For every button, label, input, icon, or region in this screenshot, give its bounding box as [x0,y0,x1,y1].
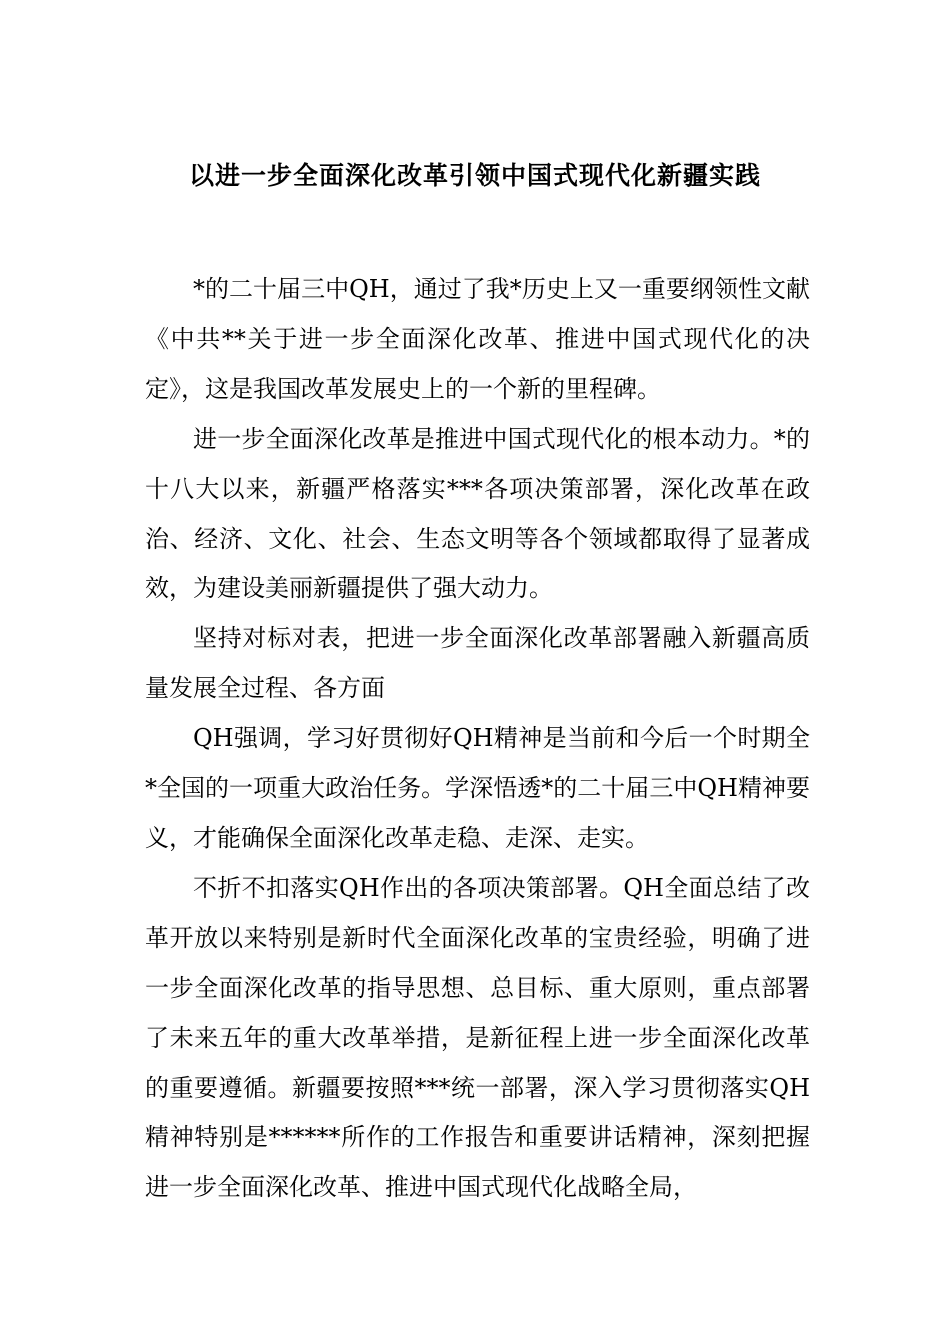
paragraph-5: 不折不扣落实QH作出的各项决策部署。QH全面总结了改革开放以来特别是新时代全面深化改革的宝贵经验，明确了进一步全面深化改革的指导思想、总目标、重大原则，重点部署了未来五年的重大改革举措，是新征程上进一步全面深化改革的重要遵循。新疆要按照***统一部署，深入学习贯彻落实QH精神特别是******所作的工作报告和重要讲话精神，深刻把握进一步全面深化改革、推进中国式现代化战略全局， [145,873,810,1202]
paragraph-1: *的二十届三中QH，通过了我*历史上又一重要纲领性文献《中共**关于进一步全面深化改革、推进中国式现代化的决定》，这是我国改革发展史上的一个新的里程碑。 [145,275,810,403]
paragraph-4: QH强调，学习好贯彻好QH精神是当前和今后一个时期全*全国的一项重大政治任务。学深悟透*的二十届三中QH精神要义，才能确保全面深化改革走稳、走深、走实。 [145,724,810,852]
document-body [145,265,810,1213]
document-title: 以进一步全面深化改革引领中国式现代化新疆实践 [188,161,761,190]
paragraph-3: 坚持对标对表，把进一步全面深化改革部署融入新疆高质量发展全过程、各方面 [145,624,810,703]
paragraph-2: 进一步全面深化改革是推进中国式现代化的根本动力。*的十八大以来，新疆严格落实***各项决策部署，深化改革在政治、经济、文化、社会、生态文明等各个领域都取得了显著成效，为建设美丽新疆提供了强大动力。 [145,424,810,603]
